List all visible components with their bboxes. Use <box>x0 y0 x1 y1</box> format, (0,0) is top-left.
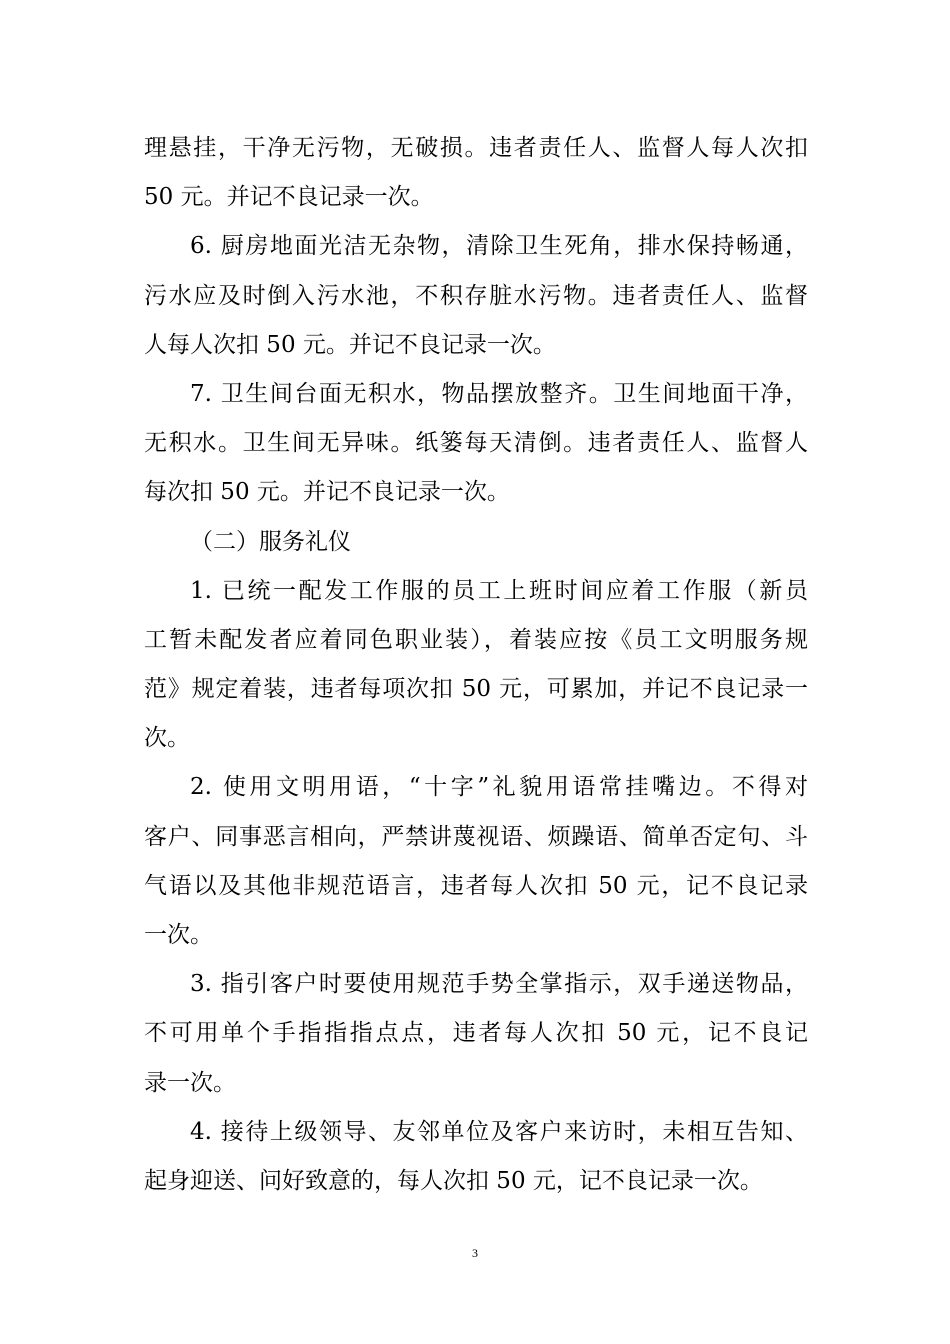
body-text-line: 客户、同事恶言相向，严禁讲蔑视语、烦躁语、简单否定句、斗 <box>144 823 808 850</box>
body-text-line: 次。 <box>144 725 190 752</box>
body-text-line: 理悬挂，干净无污物，无破损。违者责任人、监督人每人次扣 <box>144 135 808 161</box>
body-text-line: 不可用单个手指指指点点，违者每人次扣 50 元，记不良记 <box>144 1020 808 1047</box>
list-item-7-line: 7. 卫生间台面无积水，物品摆放整齐。卫生间地面干净， <box>190 380 808 407</box>
body-text-line: 范》规定着装，违者每项次扣 50 元，可累加，并记不良记录一 <box>144 676 808 703</box>
page-number: 3 <box>472 1246 478 1260</box>
body-text-line: 人每人次扣 50 元。并记不良记录一次。 <box>144 331 556 358</box>
list-item-3-line: 3. 指引客户时要使用规范手势全掌指示，双手递送物品， <box>190 971 808 998</box>
body-text-line: 工暂未配发者应着同色职业装），着装应按《员工文明服务规 <box>144 626 808 653</box>
body-text-line: 一次。 <box>144 922 213 948</box>
body-text-line: 无积水。卫生间无异味。纸篓每天清倒。违者责任人、监督人 <box>144 430 808 457</box>
body-text-line: 50 元。并记不良记录一次。 <box>144 184 434 211</box>
body-text-line: 起身迎送、问好致意的，每人次扣 50 元，记不良记录一次。 <box>144 1167 763 1194</box>
body-text-line: 污水应及时倒入污水池，不积存脏水污物。违者责任人、监督 <box>144 282 808 309</box>
body-text-line: 每次扣 50 元。并记不良记录一次。 <box>144 479 510 506</box>
section-heading: （二）服务礼仪 <box>190 528 351 555</box>
document-body <box>144 124 808 1206</box>
body-text-line: 录一次。 <box>144 1069 236 1096</box>
list-item-2-line: 2. 使用文明用语，“十字”礼貌用语常挂嘴边。不得对 <box>190 774 808 801</box>
list-item-4-line: 4. 接待上级领导、友邻单位及客户来访时，未相互告知、 <box>190 1118 808 1145</box>
body-text-line: 气语以及其他非规范语言，违者每人次扣 50 元，记不良记录 <box>144 872 808 899</box>
list-item-6-line: 6. 厨房地面光洁无杂物，清除卫生死角，排水保持畅通， <box>190 233 808 260</box>
list-item-1-line: 1. 已统一配发工作服的员工上班时间应着工作服（新员 <box>190 577 808 604</box>
